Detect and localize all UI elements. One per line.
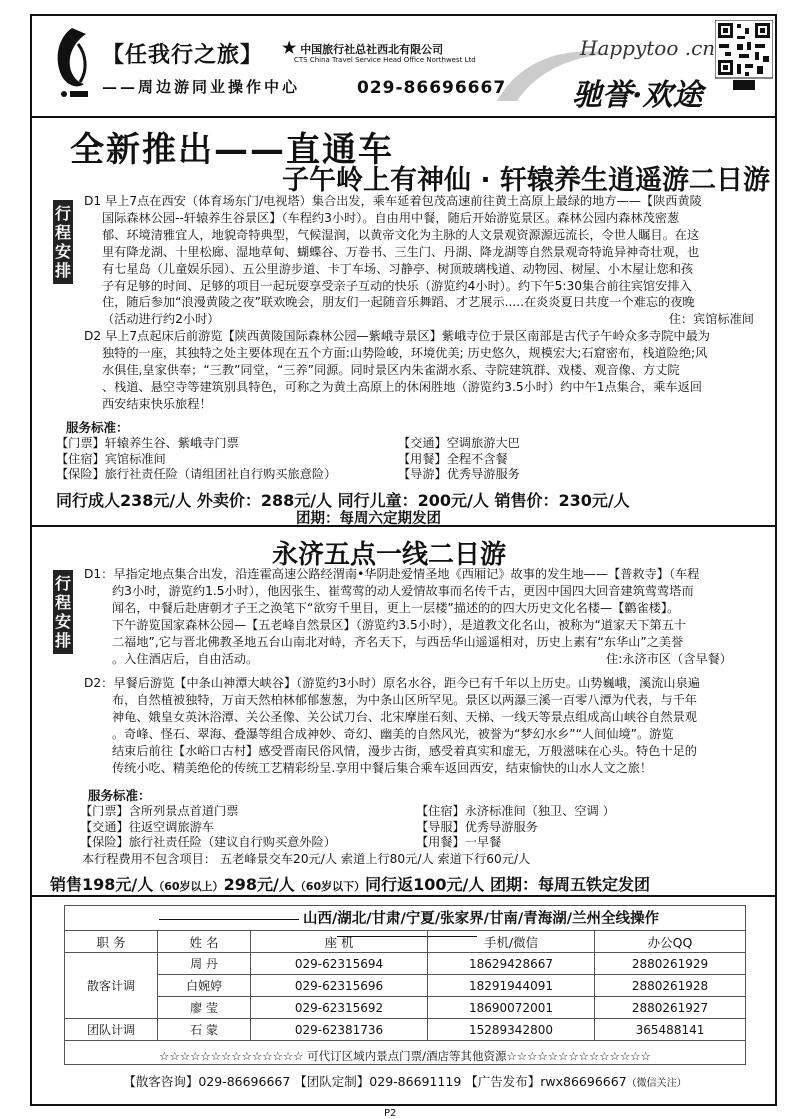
page-number: P2 [384, 1108, 397, 1119]
route1-day1: D1 早上7点在西安（体育场东门/电视塔）集合出发，乘车延着包茂高速前往黄土高原上最绿的地方——【陕西黄陵 国际森林公园--轩辕养生谷景区】（车程约3小时）。自由用中餐，随后开始游览景区。森林公园内森林茂密葱 郁、环境清雅宜人，地貌奇特典型，气候湿润，以黄帝文化为主脉的人文景观资源源远流长，令世人瞩目。在这 里有降龙湖、十里松廊、湿地草甸、蝴蝶谷、万卷书、三生门、丹湖、降龙湖等自然景观奇特诡异神奇壮观，也 有七星岛（儿童娱乐园）、五公里游步道、卡丁车场、习静亭、树顶玻璃栈道、动物园、树屋、小木屋让您和孩 子有足够的时间、足够的项目一起玩耍享受亲子互动的快乐（游览约4小时）。约下午5:30集合前往宾馆安排入 住，随后参加“浪漫黄陵之夜”联欢晚会，朋友们一起随音乐舞蹈、才艺展示.....在炎炎夏日共度一个难忘的夜晚 （活动进行约2小时） 住：宾馆标准间 [84, 194, 754, 327]
name-cell: 周 丹 [158, 953, 251, 975]
landline-cell: 029-62315694 [251, 953, 428, 975]
header-banner [32, 16, 775, 118]
col-header-qq: 办公QQ [595, 931, 746, 953]
mobile-cell: 15289342800 [428, 1019, 595, 1041]
route1-group-schedule: 团期：每周六定期发团 [296, 511, 441, 527]
route1-services-left: 【门票】轩辕养生谷、紫峨寺门票 【住宿】宾馆标准间 【保险】旅行社责任险（请组团社自行购买旅意险） [56, 436, 337, 481]
route1-headline: 全新推出——直通车 [70, 130, 394, 170]
route2-services-right: 【住宿】永济标准间（独卫、空调 ） 【导服】优秀导游服务 【用餐】一早餐 [416, 804, 615, 849]
dept-cell: 团队计调 [65, 1019, 158, 1041]
route2-day2: D2：早餐后游览【中条山神潭大峡谷】（游览约3小时）原名水谷，距今已有千年以上历史。山势巍峨，溪流山泉遍 布，自然植被独特，万亩天然柏林郁郁葱葱，为中条山区所罕见。景区以两瀑三溪一百零八潭为代表，与千年 神龟、娥皇女英沐浴潭、关公圣像、关公试刀台、北宋摩崖石刻、天梯、一线天等景点组成高山峡谷自然景观 。奇峰、怪石、翠海、叠瀑等组合成神妙、奇幻、幽美的自然风光，被誉为“梦幻水乡”“人间仙境”。游览 结束后前往【水峪口古村】感受晋南民俗风情，漫步古街，感受着真实和虚无，万般滋味在心头。特色十足的 传统小吃、精美绝伦的传统工艺精彩纷呈.享用中餐后集合乘车返回西安，结束愉快的山水人文之旅！ [84, 676, 700, 775]
qq-cell: 2880261927 [595, 997, 746, 1019]
col-header-name: 姓 名 [158, 931, 251, 953]
cts-company-name: ★ 中国旅行社总社西北有限公司 [282, 38, 444, 57]
route2-side-label: 行程安排 [53, 570, 73, 654]
landline-cell: 029-62315696 [251, 975, 428, 997]
cts-english-name: CTS China Travel Service Head Office Northwest Ltd [294, 56, 476, 64]
route2-price-line: 销售198元/人（60岁以上）298元/人（60岁以下）同行返100元/人 团期：每周五铁定发团 [50, 875, 650, 894]
route1-title: 子午岭上有神仙 · 轩辕养生逍遥游二日游 [282, 165, 771, 196]
landline-cell: 029-62315692 [251, 997, 428, 1019]
mobile-cell: 18291944091 [428, 975, 595, 997]
mobile-cell: 18690072001 [428, 997, 595, 1019]
route2-title: 永济五点一线二日游 [272, 540, 507, 570]
qq-cell: 2880261929 [595, 953, 746, 975]
section-divider [32, 895, 775, 897]
route2-service-title: 服务标准： [88, 788, 151, 803]
col-header-landline: 座 机 [251, 931, 428, 953]
table-header-row [65, 931, 746, 953]
route2-services-left: 【门票】含所列景点首道门票 【交通】往返空调旅游车 【保险】旅行社责任险（建议自行购买意外险） [80, 804, 336, 849]
dept-cell: 散客计调 [65, 953, 158, 1019]
star-icon: ★ [282, 38, 297, 57]
table-row [65, 975, 746, 997]
header-phone: 029-86696667 [357, 78, 507, 98]
route1-day1-stay: 住：宾馆标准间 [668, 312, 754, 327]
name-cell: 白婉婷 [158, 975, 251, 997]
contacts-title: 山西/湖北/甘肃/宁夏/张家界/甘南/青海湖/兰州全线操作 [82, 907, 732, 944]
table-row [65, 953, 746, 975]
website-label: Happytoo .cn [580, 36, 716, 60]
qq-cell: 2880261928 [595, 975, 746, 997]
contacts-table [64, 930, 746, 1041]
footer-contacts: 【散客咨询】029-86696667 【团队定制】029-86691119 【广告发布】rwx86696667（微信关注） [123, 1074, 687, 1089]
route1-day2: D2 早上7点起床后前游览【陕西黄陵国际森林公园—紫峨寺景区】紫峨寺位于景区南部是古代子午岭众多寺院中最为 独特的一座，其独特之处主要体现在五个方面:山势险峻，环境优美; 历史悠久，规模宏大;石窟密布，栈道险绝;风 水俱佳,皇家供奉；“三教”同堂，“三养”同源。同时景区内朱雀湖水系、寺院建筑群、戏楼、观音像、方丈院 、栈道、悬空寺等建筑别具特色，可称之为黄土高原上的休闲胜地（游览约3.5小时）约中午1点集合，乘车返回 西安结束快乐旅程！ [84, 329, 710, 411]
route2-day1-stay: 住:永济市区（含早餐） [606, 651, 732, 666]
qr-code-icon [715, 20, 773, 92]
operations-center-label: ——周边游同业操作中心 [102, 78, 301, 96]
table-row [65, 997, 746, 1019]
slogan: 驰誉·欢途 [572, 78, 703, 113]
table-row [65, 1019, 746, 1041]
resource-notice: ☆☆☆☆☆☆☆☆☆☆☆☆☆☆ 可代订区域内景点门票/酒店等其他资源☆☆☆☆☆☆☆☆☆☆☆☆☆☆ [159, 1049, 651, 1063]
route1-price-line: 同行成人238元/人 外卖价：288元/人 同行儿童：200元/人 销售价：230元/人 [56, 491, 630, 510]
name-cell: 石 蒙 [158, 1019, 251, 1041]
col-header-position: 职 务 [65, 931, 158, 953]
brand-name: 【任我行之旅】 [102, 42, 264, 68]
col-header-mobile: 手机/微信 [428, 931, 595, 953]
route2-day1: D1：早指定地点集合出发，沿连霍高速公路经渭南•华阴赴爱情圣地《西厢记》故事的发生地——【普救寺】（车程 约3小时，游览约1.5小时），他因张生、崔莺莺的动人爱情故事而名传千古，更因中国四大回音建筑莺莺塔而 闻名，中餐后赴唐朝才子王之涣笔下“欲穷千里目，更上一层楼”描述的的四大历史文化名楼—【鹳雀楼】。 下午游览国家森林公园—【五老峰自然景区】（游览约3.5小时），是道教文化名山，被称为“道家天下第五十 二福地”,它与晋北佛教圣地五台山南北对峙，齐名天下，与西岳华山遥遥相对，历史上素有“东华山”之美誉 。入住酒店后，自由活动。 住:永济市区（含早餐） [84, 567, 732, 666]
brand-logo-icon [46, 24, 98, 104]
qq-cell: 365488141 [595, 1019, 746, 1041]
route1-service-title: 服务标准： [66, 420, 129, 435]
name-cell: 廖 莹 [158, 997, 251, 1019]
landline-cell: 029-62381736 [251, 1019, 428, 1041]
mobile-cell: 18629428667 [428, 953, 595, 975]
route2-excluded-costs: 本行程费用不包含项目： 五老峰景交车20元/人 索道上行80元/人 索道下行60元/人 [82, 852, 531, 866]
route1-services-right: 【交通】空调旅游大巴 【用餐】全程不含餐 【导游】优秀导游服务 [398, 436, 520, 481]
route1-side-label: 行程安排 [53, 200, 73, 284]
section-divider [32, 525, 775, 527]
